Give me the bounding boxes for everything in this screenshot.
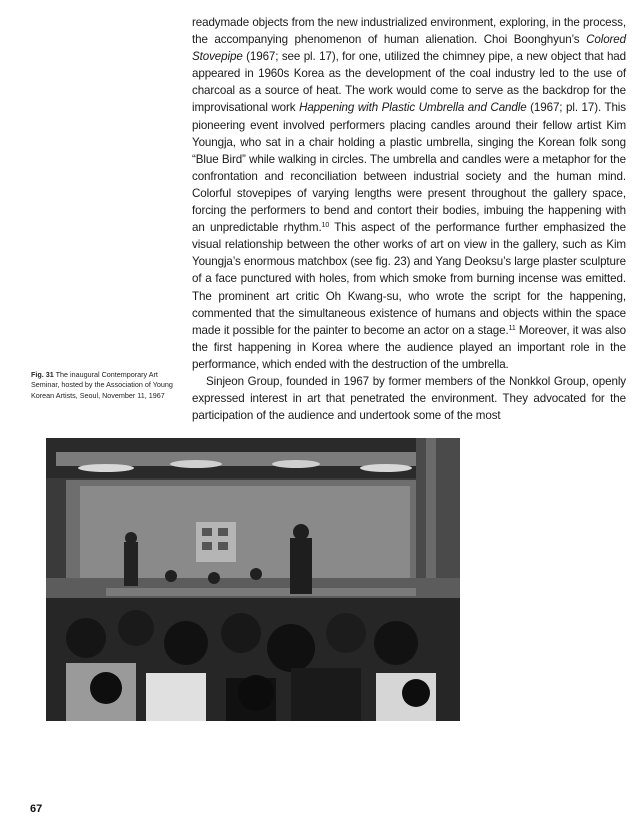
artwork-title: Happening with Plastic Umbrella and Candle [299, 101, 527, 115]
paragraph-2: Sinjeon Group, founded in 1967 by former members of the Nonkkol Group, openly expressed interest in art that penetrated the environment. They advocated for the participation of the audience and undertook some of the most [192, 374, 626, 423]
footnote-ref[interactable]: 10 [321, 222, 330, 230]
seminar-photo-graphic [46, 438, 460, 721]
figure-label: Fig. 31 [31, 370, 54, 379]
figure-caption [31, 370, 181, 401]
text-run: readymade objects from the new industrialized environment, exploring, in the process, the accompanying phenomenon of human alienation. Choi Boonghyun’s [192, 16, 626, 47]
page-number: 67 [30, 803, 43, 815]
text-run: (1967; see pl. 17), for one, utilized the chimney pipe, a new object that had appeared in 1960s Korea as the development of the coal industry led to the use of charcoal as a source of heat. The work would come to serve as the backdrop for the improvisational work [192, 50, 626, 115]
artwork-title: Colored Stovepipe [192, 33, 626, 64]
figure-caption-text: The inaugural Contemporary Art Seminar, hosted by the Association of Young Korean Artists, Seoul, November 11, 1967 [31, 370, 173, 400]
body-text-column [192, 14, 626, 424]
seminar-photo [46, 438, 460, 721]
text-run: (1967; pl. 17). This pioneering event involved performers placing candles around their fellow artist Kim Youngja, who sat in a chair holding a plastic umbrella, singing the Korean folk song “Blue Bird” while walking in circles. The umbrella and candles were a metaphor for the confrontation and reconciliation between industrial society and the human mind. Colorful stovepipes of varying lengths were present throughout the gallery space, forcing the performers to bend and contort their bodies, imbuing the happening with an unpredictable rhythm. [192, 101, 626, 235]
text-run: Moreover, it was also the first happening in Korea where the audience played an important role in the performance, which ended with the destruction of the umbrella. [192, 323, 626, 371]
footnote-ref[interactable]: 11 [508, 324, 516, 332]
paragraph-1 [192, 14, 626, 373]
text-run: This aspect of the performance further emphasized the visual relationship between the other works of art on view in the gallery, such as Kim Youngja’s enormous matchbox (see fig. 23) and Yang Deoksu’s large plaster sculpture of a face punctured with holes, from which smoke from burning incense was emitted. The prominent art critic Oh Kwang-su, who wrote the script for the happening, commented that the simultaneous existence of humans and objects within the space made it possible for the painter to become an actor on a stage. [192, 221, 626, 337]
